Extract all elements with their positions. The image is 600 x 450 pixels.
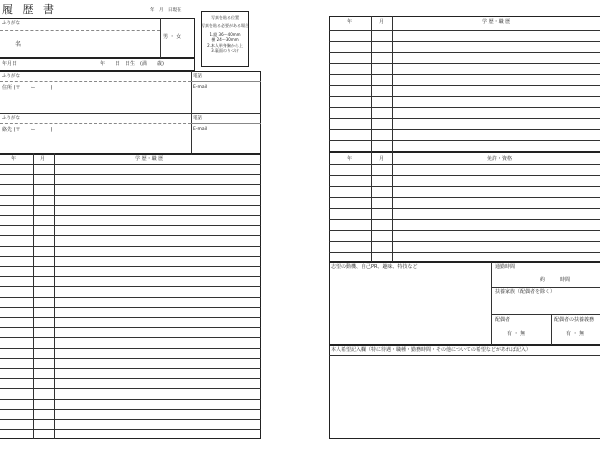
table-row-line bbox=[329, 63, 600, 64]
table-row-line bbox=[329, 52, 600, 53]
spouse-support-value[interactable]: 有 ・ 無 bbox=[566, 331, 585, 337]
table-row-line bbox=[329, 208, 600, 209]
phone-label[interactable]: 電話 bbox=[193, 74, 202, 79]
right-month-divider bbox=[392, 16, 393, 152]
motivation-label[interactable]: 志望の動機、自己PR、趣味、特技など bbox=[331, 264, 418, 270]
spouse-label: 配偶者 bbox=[495, 317, 511, 323]
table-row-line bbox=[329, 219, 600, 220]
birth-label: 年月日 bbox=[2, 61, 18, 67]
table-row-line bbox=[329, 85, 600, 86]
photo-line-2: 写真を貼る必要がある場合 bbox=[201, 23, 249, 29]
form-title: 履 歴 書 bbox=[2, 3, 57, 16]
table-row-line bbox=[329, 175, 600, 176]
gender-select[interactable]: 男 ・ 女 bbox=[163, 34, 182, 40]
name-furigana-label: ふりがな bbox=[2, 21, 20, 26]
dependents-label[interactable]: 扶養家族（配偶者を除く） bbox=[495, 289, 556, 295]
table-row-line bbox=[329, 186, 600, 187]
address-label[interactable]: 住所 (〒 ー ) bbox=[2, 85, 53, 91]
birth-fields[interactable]: 年 日 日生 (満 歳) bbox=[100, 61, 164, 67]
spouse-support-label: 配偶者の扶養義務 bbox=[554, 317, 595, 323]
license-table bbox=[329, 152, 600, 262]
table-row-line bbox=[329, 96, 600, 97]
wishes-divider bbox=[329, 355, 600, 356]
table-row-line bbox=[329, 241, 600, 242]
right-year-divider bbox=[371, 16, 372, 152]
license-year-divider bbox=[371, 152, 372, 262]
table-row-line bbox=[329, 30, 600, 31]
spouse-divider bbox=[551, 314, 552, 345]
table-row-line bbox=[329, 140, 600, 141]
history-col-title: 学 歴・職 歴 bbox=[135, 156, 164, 162]
contact-email-label[interactable]: E-mail bbox=[193, 127, 208, 132]
license-col-month: 月 bbox=[379, 156, 385, 162]
motivation-divider bbox=[491, 262, 492, 345]
license-col-title: 免許・資格 bbox=[487, 156, 513, 162]
wishes-label[interactable]: 本人希望記入欄（特に待遇・職種・勤務時間・その他についての希望などがあれば記入） bbox=[331, 347, 531, 353]
contact-furigana-label: ふりがな bbox=[2, 116, 20, 121]
license-col-year: 年 bbox=[347, 156, 353, 162]
address-furigana-label: ふりがな bbox=[2, 74, 20, 79]
right-col-year: 年 bbox=[347, 19, 353, 25]
dependents-divider bbox=[491, 314, 600, 315]
motivation-block bbox=[329, 262, 600, 345]
table-row-line bbox=[329, 197, 600, 198]
table-row-line bbox=[329, 164, 600, 165]
table-row-line bbox=[329, 74, 600, 75]
table-row-line bbox=[329, 252, 600, 253]
right-col-month: 月 bbox=[379, 19, 385, 25]
commute-value[interactable]: 約 時間 bbox=[540, 277, 571, 283]
commute-label: 通勤時間 bbox=[495, 264, 516, 270]
table-row-line bbox=[329, 230, 600, 231]
contact-phone-label[interactable]: 電話 bbox=[193, 116, 202, 121]
spouse-value[interactable]: 有 ・ 無 bbox=[507, 331, 526, 337]
right-history-table bbox=[329, 16, 600, 152]
history-col-year: 年 bbox=[11, 156, 17, 162]
name-label[interactable]: 名 bbox=[15, 41, 22, 48]
history-col-month: 月 bbox=[40, 156, 46, 162]
wishes-block bbox=[329, 345, 600, 439]
table-row-line bbox=[329, 107, 600, 108]
photo-line-6: 3.裏面のりづけ bbox=[211, 47, 239, 53]
photo-line-4: 横 24〜30mm bbox=[211, 37, 239, 43]
photo-line-5: 2.本人単身胸から上 bbox=[207, 42, 243, 48]
contact-label[interactable]: 絡先 (〒 ー ) bbox=[2, 127, 53, 133]
email-label[interactable]: E-mail bbox=[193, 85, 208, 90]
right-col-history: 学 歴・職 歴 bbox=[482, 19, 511, 25]
license-month-divider bbox=[392, 152, 393, 262]
table-row-line bbox=[329, 118, 600, 119]
commute-divider bbox=[491, 287, 600, 288]
table-row-line bbox=[329, 41, 600, 42]
date-line: 年 月 日現在 bbox=[150, 8, 182, 13]
table-row-line bbox=[329, 129, 600, 130]
photo-line-3: 1.縦 36〜40mm bbox=[209, 31, 241, 37]
photo-line-1: 写真を貼る位置 bbox=[211, 15, 239, 20]
